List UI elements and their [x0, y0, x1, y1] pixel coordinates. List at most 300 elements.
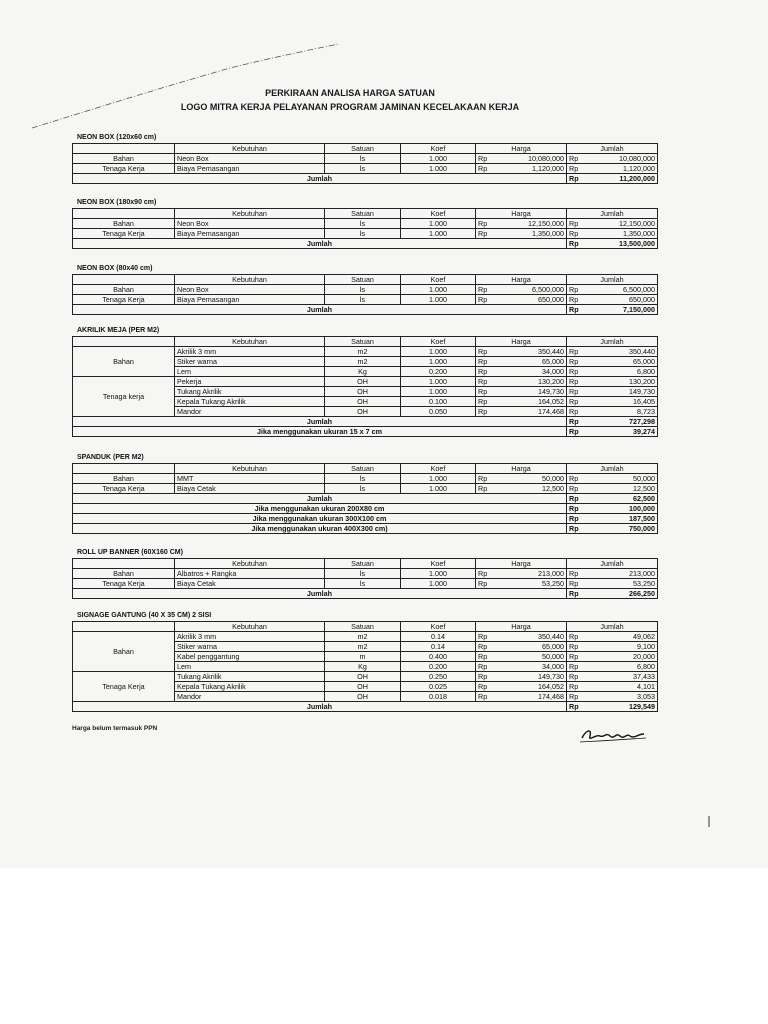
currency-label: Rp — [567, 305, 613, 315]
total-row — [73, 174, 658, 184]
item-jumlah: 213,000 — [612, 569, 658, 579]
item-name: Stiker warna — [175, 642, 325, 652]
item-jumlah: 130,200 — [612, 377, 658, 387]
item-jumlah: 350,440 — [612, 347, 658, 357]
item-harga: 34,000 — [521, 367, 567, 377]
item-jumlah: 6,800 — [612, 662, 658, 672]
header-jumlah: Jumlah — [567, 622, 658, 632]
currency-label: Rp — [567, 377, 613, 387]
table-header-row — [73, 559, 658, 569]
category-label: Tenaga Kerja — [73, 672, 175, 702]
item-koef: 1.000 — [401, 357, 476, 367]
category-label: Bahan — [73, 569, 175, 579]
item-koef: 0.100 — [401, 397, 476, 407]
category-label: Bahan — [73, 347, 175, 377]
header-jumlah: Jumlah — [567, 275, 658, 285]
item-jumlah: 10,080,000 — [612, 154, 658, 164]
category-label: Tenaga Kerja — [73, 295, 175, 305]
pen-mark-decoration — [707, 815, 711, 829]
header-kebutuhan: Kebutuhan — [175, 275, 325, 285]
total-row — [73, 305, 658, 315]
price-section — [72, 132, 658, 184]
item-satuan: m2 — [325, 632, 401, 642]
item-satuan: OH — [325, 387, 401, 397]
item-satuan: ls — [325, 219, 401, 229]
table-row — [73, 569, 658, 579]
item-harga: 12,150,000 — [521, 219, 567, 229]
item-harga: 65,000 — [521, 357, 567, 367]
currency-label: Rp — [476, 377, 522, 387]
currency-label: Rp — [567, 702, 613, 712]
item-jumlah: 650,000 — [612, 295, 658, 305]
item-koef: 0.14 — [401, 632, 476, 642]
item-name: Lem — [175, 367, 325, 377]
item-koef: 1.000 — [401, 387, 476, 397]
header-blank — [73, 622, 175, 632]
currency-label: Rp — [476, 682, 522, 692]
alternate-size-row — [73, 514, 658, 524]
header-satuan: Satuan — [325, 337, 401, 347]
total-label: Jumlah — [73, 589, 567, 599]
currency-label: Rp — [567, 682, 613, 692]
section-title: NEON BOX (80x40 cm) — [77, 265, 153, 272]
header-harga: Harga — [476, 337, 567, 347]
item-jumlah: 50,000 — [612, 474, 658, 484]
currency-label: Rp — [476, 652, 522, 662]
alternate-size-row — [73, 504, 658, 514]
currency-label: Rp — [476, 367, 522, 377]
total-label: Jumlah — [73, 174, 567, 184]
header-jumlah: Jumlah — [567, 464, 658, 474]
item-harga: 53,250 — [521, 579, 567, 589]
total-row — [73, 417, 658, 427]
price-section — [72, 263, 658, 315]
header-kebutuhan: Kebutuhan — [175, 622, 325, 632]
header-harga: Harga — [476, 559, 567, 569]
item-harga: 350,440 — [521, 632, 567, 642]
currency-label: Rp — [567, 154, 613, 164]
table-header-row — [73, 209, 658, 219]
total-label: Jumlah — [73, 305, 567, 315]
item-name: Neon Box — [175, 154, 325, 164]
item-koef: 0.200 — [401, 367, 476, 377]
item-harga: 65,000 — [521, 642, 567, 652]
currency-label: Rp — [567, 229, 613, 239]
signature — [578, 724, 650, 746]
currency-label: Rp — [567, 295, 613, 305]
item-jumlah: 6,800 — [612, 367, 658, 377]
currency-label: Rp — [476, 579, 522, 589]
currency-label: Rp — [567, 407, 613, 417]
table-row — [73, 295, 658, 305]
item-jumlah: 12,500 — [612, 484, 658, 494]
section-title: NEON BOX (120x60 cm) — [77, 134, 157, 141]
currency-label: Rp — [476, 569, 522, 579]
currency-label: Rp — [476, 295, 522, 305]
item-harga: 149,730 — [521, 387, 567, 397]
alternate-size-row — [73, 524, 658, 534]
currency-label: Rp — [476, 632, 522, 642]
price-section — [72, 325, 658, 437]
total-value: 62,500 — [612, 494, 658, 504]
header-koef: Koef — [401, 622, 476, 632]
header-blank — [73, 464, 175, 474]
currency-label: Rp — [567, 579, 613, 589]
alternate-size-label: Jika menggunakan ukuran 200X80 cm — [73, 504, 567, 514]
currency-label: Rp — [567, 367, 613, 377]
item-satuan: OH — [325, 377, 401, 387]
item-harga: 130,200 — [521, 377, 567, 387]
price-table — [72, 143, 658, 184]
alternate-size-value: 39,274 — [612, 427, 658, 437]
item-name: Akrilik 3 mm — [175, 347, 325, 357]
item-satuan: Kg — [325, 662, 401, 672]
category-label: Bahan — [73, 154, 175, 164]
currency-label: Rp — [476, 662, 522, 672]
header-koef: Koef — [401, 209, 476, 219]
table-header-row — [73, 464, 658, 474]
header-harga: Harga — [476, 464, 567, 474]
table-row — [73, 672, 658, 682]
alternate-size-label: Jika menggunakan ukuran 300X100 cm — [73, 514, 567, 524]
header-harga: Harga — [476, 275, 567, 285]
currency-label: Rp — [476, 484, 522, 494]
category-label: Bahan — [73, 474, 175, 484]
item-koef: 1.000 — [401, 474, 476, 484]
section-title: NEON BOX (180x90 cm) — [77, 199, 157, 206]
currency-label: Rp — [567, 484, 613, 494]
category-label: Tenaga Kerja — [73, 484, 175, 494]
currency-label: Rp — [476, 154, 522, 164]
header-satuan: Satuan — [325, 622, 401, 632]
item-name: Biaya Cetak — [175, 484, 325, 494]
total-label: Jumlah — [73, 494, 567, 504]
item-jumlah: 149,730 — [612, 387, 658, 397]
section-title: SIGNAGE GANTUNG (40 X 35 CM) 2 SISI — [77, 612, 212, 619]
item-harga: 164,052 — [521, 397, 567, 407]
section-title: AKRILIK MEJA (PER M2) — [77, 327, 160, 334]
section-title: ROLL UP BANNER (60X160 CM) — [77, 549, 183, 556]
currency-label: Rp — [567, 514, 613, 524]
item-koef: 1.000 — [401, 154, 476, 164]
currency-label: Rp — [567, 239, 613, 249]
total-row — [73, 494, 658, 504]
item-satuan: ls — [325, 569, 401, 579]
total-label: Jumlah — [73, 239, 567, 249]
currency-label: Rp — [567, 174, 613, 184]
currency-label: Rp — [476, 407, 522, 417]
item-satuan: OH — [325, 682, 401, 692]
currency-label: Rp — [567, 357, 613, 367]
price-table — [72, 274, 658, 315]
item-koef: 1.000 — [401, 484, 476, 494]
item-jumlah: 1,350,000 — [612, 229, 658, 239]
total-row — [73, 239, 658, 249]
header-koef: Koef — [401, 559, 476, 569]
price-section — [72, 547, 658, 599]
item-name: MMT — [175, 474, 325, 484]
header-kebutuhan: Kebutuhan — [175, 209, 325, 219]
currency-label: Rp — [567, 504, 613, 514]
item-jumlah: 53,250 — [612, 579, 658, 589]
item-koef: 1.000 — [401, 377, 476, 387]
table-row — [73, 484, 658, 494]
header-koef: Koef — [401, 275, 476, 285]
item-satuan: OH — [325, 407, 401, 417]
currency-label: Rp — [476, 397, 522, 407]
item-harga: 174,468 — [521, 692, 567, 702]
currency-label: Rp — [567, 427, 613, 437]
item-satuan: ls — [325, 154, 401, 164]
item-name: Biaya Pemasangan — [175, 295, 325, 305]
item-jumlah: 37,433 — [612, 672, 658, 682]
item-name: Neon Box — [175, 285, 325, 295]
currency-label: Rp — [567, 494, 613, 504]
item-satuan: m2 — [325, 347, 401, 357]
item-satuan: OH — [325, 692, 401, 702]
header-satuan: Satuan — [325, 209, 401, 219]
price-section — [72, 197, 658, 249]
currency-label: Rp — [476, 692, 522, 702]
currency-label: Rp — [567, 672, 613, 682]
item-satuan: ls — [325, 164, 401, 174]
item-name: Mandor — [175, 407, 325, 417]
item-name: Kepala Tukang Akrilik — [175, 397, 325, 407]
item-harga: 12,500 — [521, 484, 567, 494]
item-harga: 650,000 — [521, 295, 567, 305]
title-line-1: PERKIRAAN ANALISA HARGA SATUAN — [265, 88, 435, 98]
header-kebutuhan: Kebutuhan — [175, 144, 325, 154]
item-harga: 1,120,000 — [521, 164, 567, 174]
total-value: 11,200,000 — [612, 174, 658, 184]
header-blank — [73, 275, 175, 285]
document-title — [150, 86, 550, 114]
item-harga: 10,080,000 — [521, 154, 567, 164]
currency-label: Rp — [476, 285, 522, 295]
table-row — [73, 164, 658, 174]
header-satuan: Satuan — [325, 144, 401, 154]
currency-label: Rp — [567, 474, 613, 484]
item-name: Biaya Cetak — [175, 579, 325, 589]
item-name: Akrilik 3 mm — [175, 632, 325, 642]
item-jumlah: 3,053 — [612, 692, 658, 702]
currency-label: Rp — [476, 642, 522, 652]
category-label: Tenaga Kerja — [73, 579, 175, 589]
table-row — [73, 632, 658, 642]
item-harga: 34,000 — [521, 662, 567, 672]
header-harga: Harga — [476, 622, 567, 632]
currency-label: Rp — [567, 347, 613, 357]
item-name: Biaya Pemasangan — [175, 229, 325, 239]
total-value: 129,549 — [612, 702, 658, 712]
total-value: 727,298 — [612, 417, 658, 427]
item-name: Kepala Tukang Akrilik — [175, 682, 325, 692]
item-harga: 6,500,000 — [521, 285, 567, 295]
currency-label: Rp — [567, 662, 613, 672]
item-harga: 1,350,000 — [521, 229, 567, 239]
item-name: Kabel penggantung — [175, 652, 325, 662]
item-jumlah: 49,062 — [612, 632, 658, 642]
item-koef: 1.000 — [401, 347, 476, 357]
header-jumlah: Jumlah — [567, 337, 658, 347]
item-satuan: ls — [325, 579, 401, 589]
table-header-row — [73, 144, 658, 154]
currency-label: Rp — [567, 219, 613, 229]
category-label: Bahan — [73, 285, 175, 295]
item-koef: 0.025 — [401, 682, 476, 692]
category-label: Tenaga Kerja — [73, 229, 175, 239]
table-row — [73, 377, 658, 387]
item-koef: 1.000 — [401, 229, 476, 239]
table-row — [73, 347, 658, 357]
table-row — [73, 154, 658, 164]
currency-label: Rp — [476, 347, 522, 357]
header-kebutuhan: Kebutuhan — [175, 559, 325, 569]
header-blank — [73, 144, 175, 154]
currency-label: Rp — [476, 474, 522, 484]
currency-label: Rp — [567, 417, 613, 427]
item-satuan: OH — [325, 672, 401, 682]
price-table — [72, 621, 658, 712]
table-row — [73, 219, 658, 229]
price-table — [72, 558, 658, 599]
item-harga: 149,730 — [521, 672, 567, 682]
currency-label: Rp — [567, 524, 613, 534]
item-jumlah: 16,405 — [612, 397, 658, 407]
header-koef: Koef — [401, 464, 476, 474]
item-koef: 1.000 — [401, 295, 476, 305]
table-header-row — [73, 337, 658, 347]
currency-label: Rp — [476, 387, 522, 397]
table-row — [73, 229, 658, 239]
alternate-size-row — [73, 427, 658, 437]
total-value: 266,250 — [612, 589, 658, 599]
alternate-size-value: 750,000 — [612, 524, 658, 534]
header-blank — [73, 209, 175, 219]
item-koef: 1.000 — [401, 285, 476, 295]
category-label: Bahan — [73, 632, 175, 672]
header-blank — [73, 337, 175, 347]
item-jumlah: 8,723 — [612, 407, 658, 417]
item-name: Lem — [175, 662, 325, 672]
currency-label: Rp — [567, 387, 613, 397]
total-value: 13,500,000 — [612, 239, 658, 249]
currency-label: Rp — [567, 642, 613, 652]
item-satuan: OH — [325, 397, 401, 407]
header-kebutuhan: Kebutuhan — [175, 464, 325, 474]
table-row — [73, 285, 658, 295]
table-row — [73, 579, 658, 589]
total-value: 7,150,000 — [612, 305, 658, 315]
header-jumlah: Jumlah — [567, 209, 658, 219]
item-name: Tukang Akrilik — [175, 672, 325, 682]
item-harga: 50,000 — [521, 652, 567, 662]
header-harga: Harga — [476, 144, 567, 154]
header-satuan: Satuan — [325, 464, 401, 474]
currency-label: Rp — [567, 285, 613, 295]
item-koef: 0.14 — [401, 642, 476, 652]
item-satuan: ls — [325, 484, 401, 494]
item-koef: 1.000 — [401, 569, 476, 579]
currency-label: Rp — [567, 397, 613, 407]
item-koef: 0.050 — [401, 407, 476, 417]
item-jumlah: 9,100 — [612, 642, 658, 652]
table-header-row — [73, 275, 658, 285]
item-name: Mandor — [175, 692, 325, 702]
header-satuan: Satuan — [325, 275, 401, 285]
alternate-size-label: Jika menggunakan ukuran 15 x 7 cm — [73, 427, 567, 437]
alternate-size-value: 100,000 — [612, 504, 658, 514]
item-name: Neon Box — [175, 219, 325, 229]
item-harga: 213,000 — [521, 569, 567, 579]
item-koef: 1.000 — [401, 164, 476, 174]
currency-label: Rp — [567, 164, 613, 174]
currency-label: Rp — [567, 632, 613, 642]
alternate-size-value: 187,500 — [612, 514, 658, 524]
header-blank — [73, 559, 175, 569]
item-satuan: ls — [325, 295, 401, 305]
item-harga: 164,052 — [521, 682, 567, 692]
item-satuan: m2 — [325, 357, 401, 367]
currency-label: Rp — [567, 569, 613, 579]
alternate-size-label: Jika menggunakan ukuran 400X300 cm) — [73, 524, 567, 534]
currency-label: Rp — [476, 164, 522, 174]
header-jumlah: Jumlah — [567, 559, 658, 569]
item-jumlah: 20,000 — [612, 652, 658, 662]
section-title: SPANDUK (PER M2) — [77, 454, 144, 461]
item-jumlah: 1,120,000 — [612, 164, 658, 174]
price-table — [72, 463, 658, 534]
table-header-row — [73, 622, 658, 632]
currency-label: Rp — [476, 357, 522, 367]
item-harga: 50,000 — [521, 474, 567, 484]
price-table — [72, 336, 658, 437]
item-jumlah: 12,150,000 — [612, 219, 658, 229]
header-harga: Harga — [476, 209, 567, 219]
total-row — [73, 589, 658, 599]
item-koef: 0.018 — [401, 692, 476, 702]
table-row — [73, 474, 658, 484]
header-jumlah: Jumlah — [567, 144, 658, 154]
category-label: Bahan — [73, 219, 175, 229]
category-label: Tenaga Kerja — [73, 164, 175, 174]
item-name: Stiker warna — [175, 357, 325, 367]
item-koef: 0.250 — [401, 672, 476, 682]
price-table — [72, 208, 658, 249]
total-row — [73, 702, 658, 712]
item-name: Tukang Akrilik — [175, 387, 325, 397]
currency-label: Rp — [567, 589, 613, 599]
header-satuan: Satuan — [325, 559, 401, 569]
total-label: Jumlah — [73, 417, 567, 427]
item-koef: 0.200 — [401, 662, 476, 672]
item-satuan: ls — [325, 474, 401, 484]
currency-label: Rp — [476, 229, 522, 239]
item-name: Biaya Pemasangan — [175, 164, 325, 174]
item-satuan: Kg — [325, 367, 401, 377]
price-section — [72, 452, 658, 534]
item-jumlah: 6,500,000 — [612, 285, 658, 295]
currency-label: Rp — [567, 692, 613, 702]
item-koef: 1.000 — [401, 579, 476, 589]
total-label: Jumlah — [73, 702, 567, 712]
category-label: Tenaga kerja — [73, 377, 175, 417]
item-satuan: ls — [325, 229, 401, 239]
item-harga: 174,468 — [521, 407, 567, 417]
item-koef: 1.000 — [401, 219, 476, 229]
item-koef: 0.400 — [401, 652, 476, 662]
item-jumlah: 65,000 — [612, 357, 658, 367]
